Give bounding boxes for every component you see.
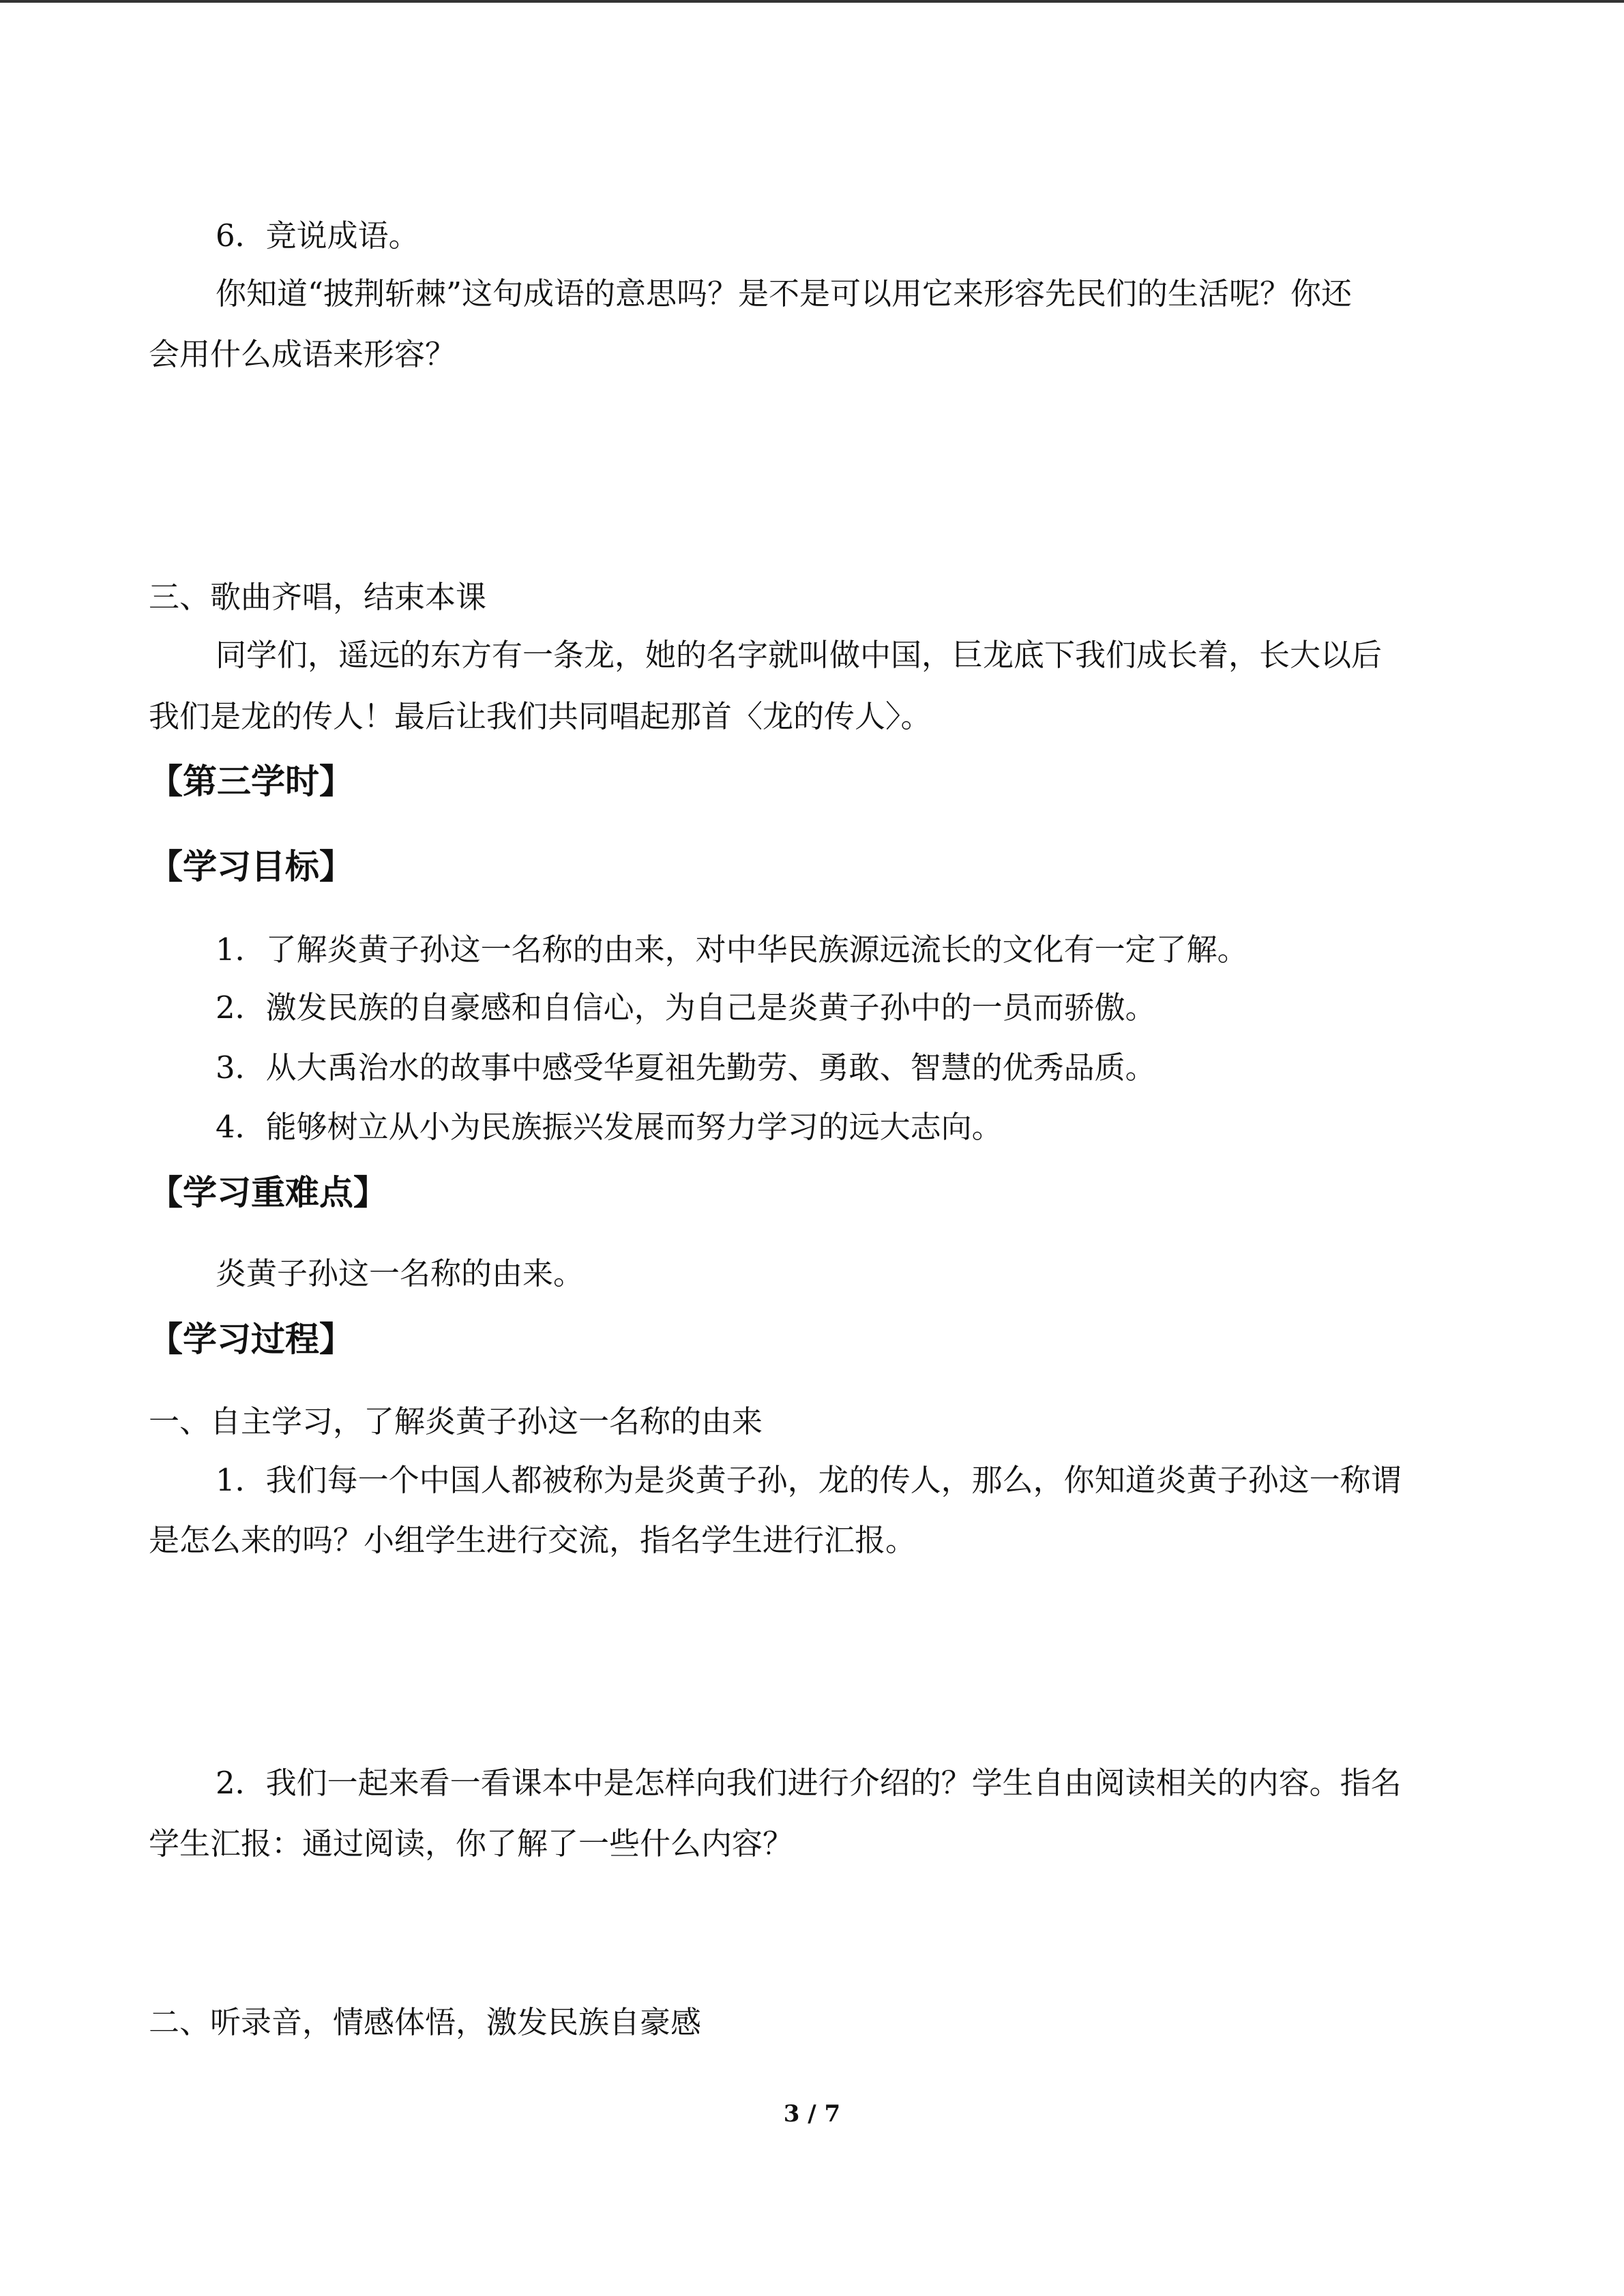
song-paragraph-line-2: 我们是龙的传人！最后让我们共同唱起那首〈龙的传人〉。 — [149, 698, 932, 734]
process-step-2-line-2: 学生汇报：通过阅读，你了解了一些什么内容？ — [149, 1825, 794, 1862]
idiom-question-line-1: 你知道“披荆斩棘”这句成语的意思吗？是不是可以用它来形容先民们的生活呢？你还 — [216, 275, 1353, 312]
goal-item-2: 2．激发民族的自豪感和自信心，为自己是炎黄子孙中的一员而骄傲。 — [216, 989, 1156, 1026]
idiom-task-title: 6．竞说成语。 — [216, 218, 419, 254]
goal-item-3: 3．从大禹治水的故事中感受华夏祖先勤劳、勇敢、智慧的优秀品质。 — [216, 1049, 1156, 1086]
section-song-title: 三、歌曲齐唱，结束本课 — [149, 579, 487, 615]
top-border — [0, 0, 1624, 3]
process-step-2-line-1: 2．我们一起来看一看课本中是怎样向我们进行介绍的？学生自由阅读相关的内容。指名 — [216, 1765, 1402, 1801]
heading-learning-goals: 【学习目标】 — [149, 847, 353, 886]
goal-item-1: 1．了解炎黄子孙这一名称的由来，对中华民族源远流长的文化有一定了解。 — [216, 931, 1248, 968]
goal-item-4: 4．能够树立从小为民族振兴发展而努力学习的远大志向。 — [216, 1109, 1003, 1145]
page-number: 3 / 7 — [783, 2100, 841, 2128]
idiom-question-line-2: 会用什么成语来形容？ — [149, 336, 456, 372]
process-step-1-line-1: 1．我们每一个中国人都被称为是炎黄子孙，龙的传人，那么，你知道炎黄子孙这一称谓 — [216, 1462, 1402, 1498]
process-section-1-title: 一、自主学习，了解炎黄子孙这一名称的由来 — [149, 1403, 763, 1440]
heading-key-points: 【学习重难点】 — [149, 1173, 387, 1212]
process-step-1-line-2: 是怎么来的吗？小组学生进行交流，指名学生进行汇报。 — [149, 1522, 917, 1558]
heading-learning-process: 【学习过程】 — [149, 1320, 353, 1359]
heading-third-lesson: 【第三学时】 — [149, 762, 353, 801]
song-paragraph-line-1: 同学们，遥远的东方有一条龙，她的名字就叫做中国，巨龙底下我们成长着，长大以后 — [216, 637, 1383, 673]
process-section-2-title: 二、听录音，情感体悟，激发民族自豪感 — [149, 2004, 702, 2040]
key-point-text: 炎黄子孙这一名称的由来。 — [216, 1255, 585, 1292]
